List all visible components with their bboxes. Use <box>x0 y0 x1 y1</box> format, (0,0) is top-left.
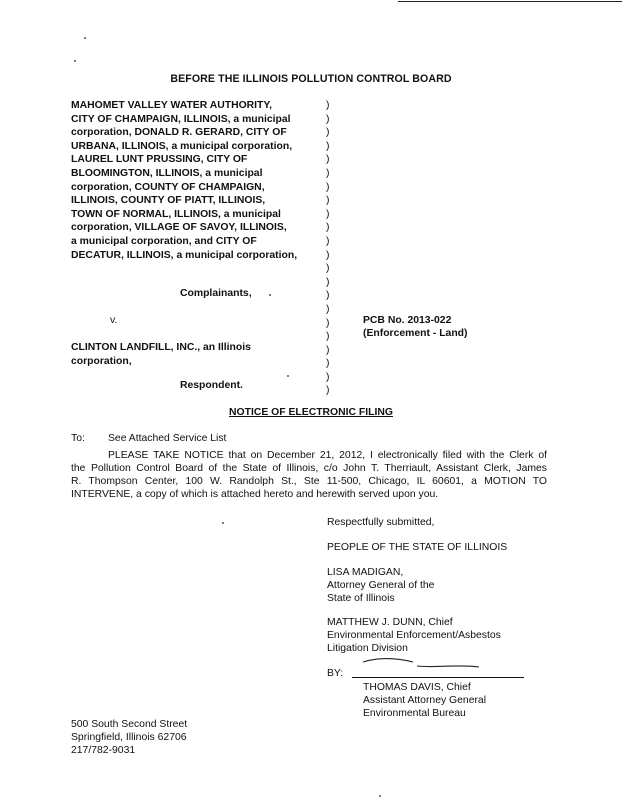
complainant-line: corporation, COUNTY OF CHAMPAIGN, <box>71 181 265 193</box>
caption-paren: ) <box>326 113 330 125</box>
caption-paren: ) <box>326 263 330 275</box>
respondent-label: Respondent. <box>180 380 243 391</box>
versus-label: v. <box>110 315 118 326</box>
signer-line: Environmental Bureau <box>363 708 466 719</box>
ag-line: State of Illinois <box>327 593 395 604</box>
caption-paren: ) <box>326 195 330 207</box>
notice-body-line: the Pollution Control Board of the State of Illinois, c/o John T. Therriault, Assistant Clerk, James <box>71 463 547 474</box>
closing: Respectfully submitted, <box>327 517 435 528</box>
complainant-line: corporation, DONALD R. GERARD, CITY OF <box>71 127 287 139</box>
attorney-general-block <box>327 566 434 605</box>
case-number: PCB No. 2013-022 <box>363 315 452 326</box>
caption-paren: ) <box>326 276 330 288</box>
ag-line: Attorney General of the <box>327 580 435 591</box>
caption-paren: ) <box>326 249 330 261</box>
caption-parenthesis-column <box>326 99 336 398</box>
respondent-line: corporation, <box>71 356 132 367</box>
caption-paren: ) <box>326 303 330 315</box>
notice-body <box>71 449 547 501</box>
complainant-line: TOWN OF NORMAL, ILLINOIS, a municipal <box>71 208 281 220</box>
complainants-block <box>71 99 321 262</box>
scan-speck <box>379 795 381 797</box>
address-line: 217/782-9031 <box>71 745 136 756</box>
scan-speck <box>287 375 289 377</box>
complainant-line: DECATUR, ILLINOIS, a municipal corporation, <box>71 249 298 261</box>
signer-block <box>363 681 486 720</box>
complainant-line: URBANA, ILLINOIS, a municipal corporation, <box>71 140 293 152</box>
caption-paren: ) <box>326 385 330 397</box>
signature-line <box>352 677 524 678</box>
signature-mark <box>355 655 485 677</box>
address-block <box>71 718 187 757</box>
ag-line: LISA MADIGAN, <box>327 567 404 578</box>
caption-paren: ) <box>326 167 330 179</box>
caption-paren: ) <box>326 331 330 343</box>
caption-paren: ) <box>326 140 330 152</box>
division-chief-block <box>327 616 501 655</box>
caption-paren: ) <box>326 154 330 166</box>
complainant-line: LAUREL LUNT PRUSSING, CITY OF <box>71 154 248 166</box>
address-line: Springfield, Illinois 62706 <box>71 732 187 743</box>
party-name: PEOPLE OF THE STATE OF ILLINOIS <box>327 542 508 553</box>
caption-paren: ) <box>326 100 330 111</box>
address-line: 500 South Second Street <box>71 719 188 730</box>
caption-paren: ) <box>326 127 330 139</box>
by-label: BY: <box>327 668 344 679</box>
caption-paren: ) <box>326 317 330 329</box>
complainant-line: a municipal corporation, and CITY OF <box>71 235 257 247</box>
notice-heading: NOTICE OF ELECTRONIC FILING <box>229 407 393 418</box>
notice-body-line: PLEASE TAKE NOTICE that on December 21, 2012, I electronically filed with the Clerk of <box>108 450 547 461</box>
caption-paren: ) <box>326 208 330 220</box>
top-rule <box>398 1 622 2</box>
notice-body-line: INTERVENE, a copy of which is attached hereto and herewith served upon you. <box>71 489 439 500</box>
caption-paren: ) <box>326 222 330 234</box>
caption-paren: ) <box>326 181 330 193</box>
document-title: BEFORE THE ILLINOIS POLLUTION CONTROL BOARD <box>170 73 452 85</box>
complainants-label: Complainants, <box>180 288 252 299</box>
signer-line: Assistant Attorney General <box>363 695 487 706</box>
complainant-line: ILLINOIS, COUNTY OF PIATT, ILLINOIS, <box>71 195 266 207</box>
caption-paren: ) <box>326 371 330 383</box>
complainant-line: CITY OF CHAMPAIGN, ILLINOIS, a municipal <box>71 113 291 125</box>
respondent-line: CLINTON LANDFILL, INC., an Illinois <box>71 342 251 353</box>
case-type: (Enforcement - Land) <box>363 328 468 339</box>
complainant-line: MAHOMET VALLEY WATER AUTHORITY, <box>71 100 273 111</box>
scan-speck <box>84 37 86 39</box>
chief-line: Environmental Enforcement/Asbestos <box>327 630 501 641</box>
caption-paren: ) <box>326 358 330 370</box>
scan-speck <box>74 60 76 62</box>
signer-line: THOMAS DAVIS, Chief <box>363 682 471 693</box>
to-value: See Attached Service List <box>108 433 227 444</box>
complainant-line: corporation, VILLAGE OF SAVOY, ILLINOIS, <box>71 222 287 234</box>
to-label: To: <box>71 433 85 444</box>
scan-speck <box>222 522 224 524</box>
caption-paren: ) <box>326 344 330 356</box>
scan-speck <box>269 294 271 296</box>
notice-body-line: R. Thompson Center, 100 W. Randolph St., Ste 11-500, Chicago, IL 60601, a MOTION TO <box>71 476 547 487</box>
chief-line: Litigation Division <box>327 643 408 654</box>
complainant-line: BLOOMINGTON, ILLINOIS, a municipal <box>71 167 263 179</box>
chief-line: MATTHEW J. DUNN, Chief <box>327 617 453 628</box>
caption-paren: ) <box>326 235 330 247</box>
caption-paren: ) <box>326 290 330 302</box>
